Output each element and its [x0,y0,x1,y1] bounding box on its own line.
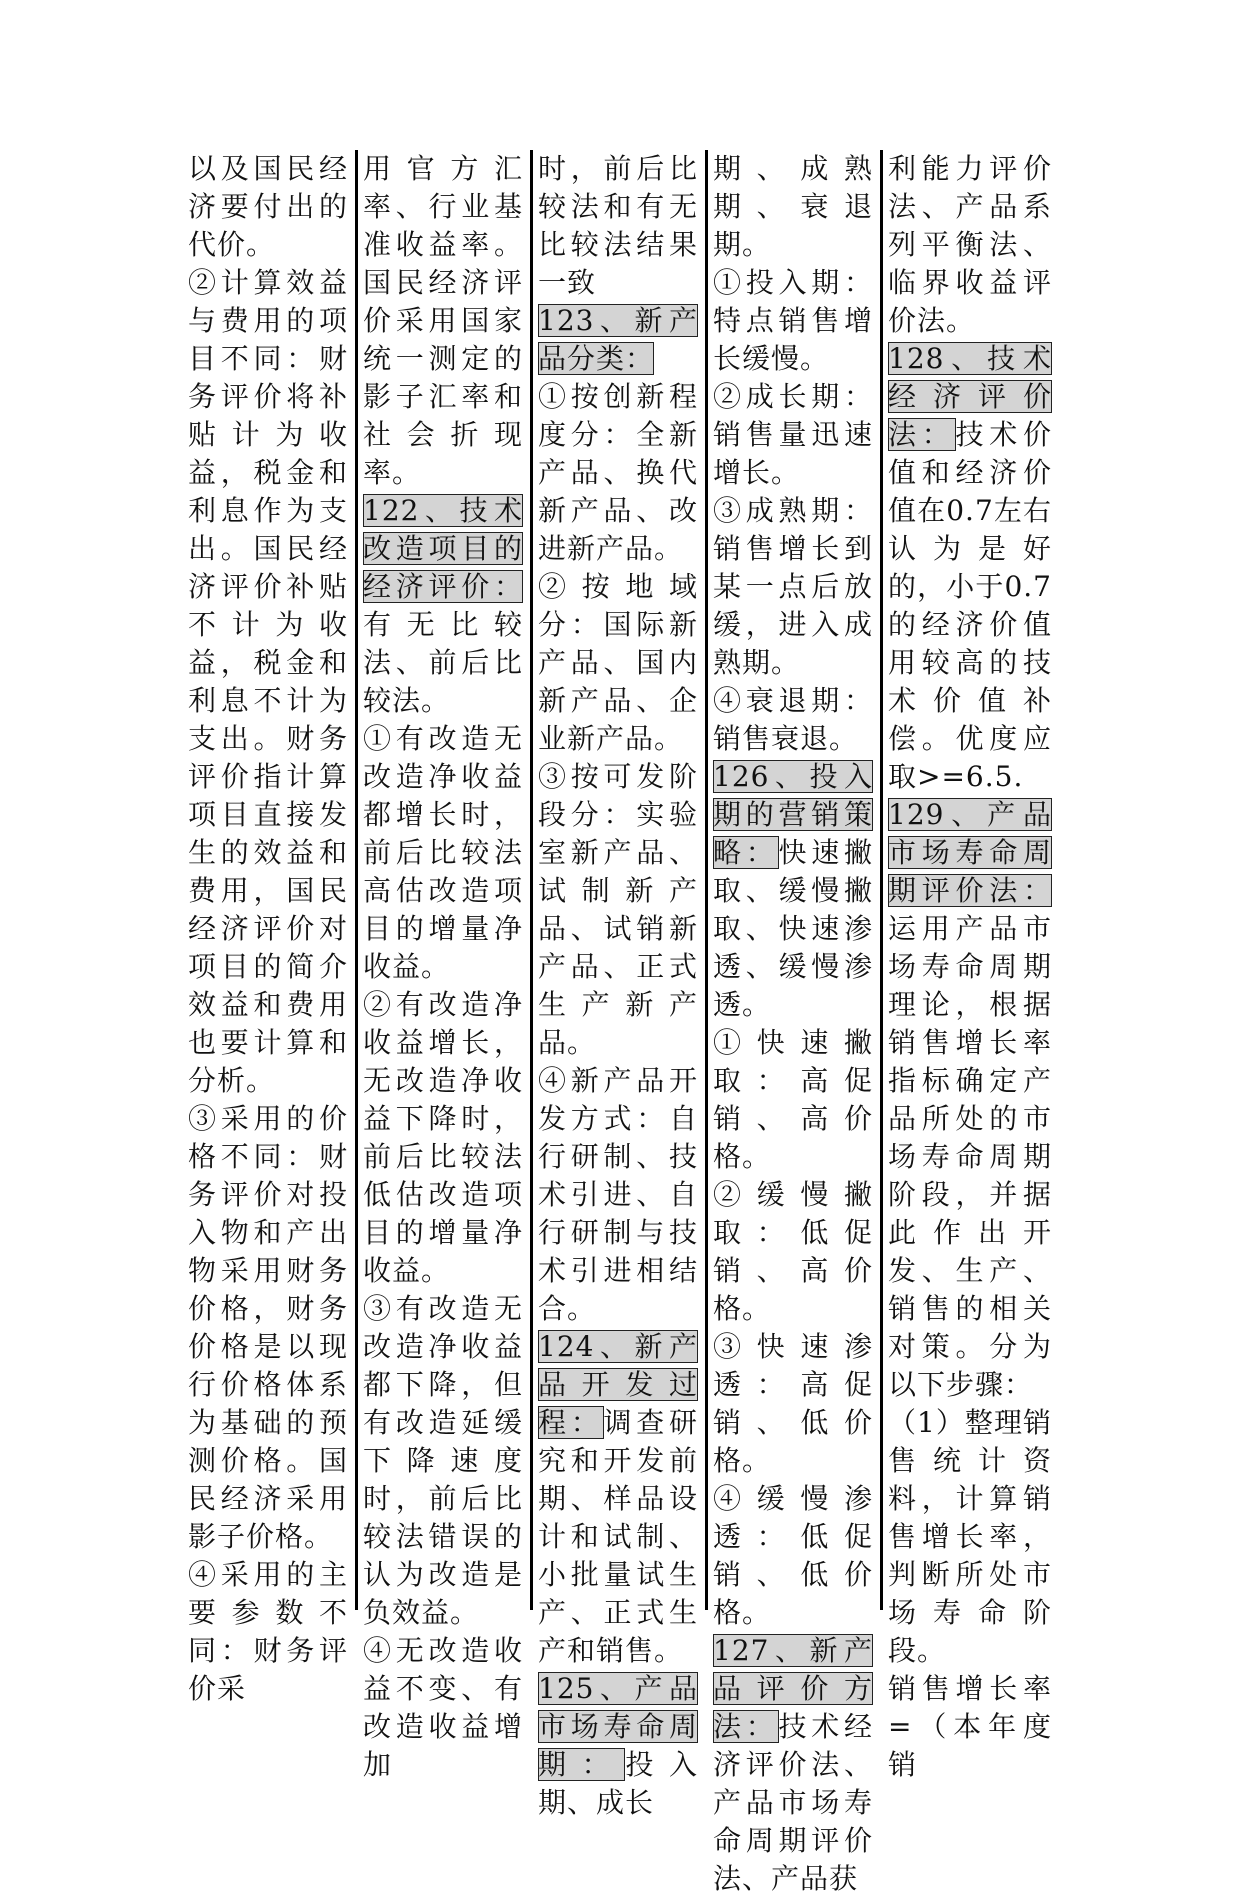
paragraph-text: 调查研究和开发前期、样品设计和试制、小批量试生产、正式生产和销售。 [538,1406,698,1667]
paragraph-text: ④新产品开发方式：自行研制、技术引进、自行研制与技术引进相结合。 [538,1064,698,1325]
paragraph [188,264,348,1100]
text-column-1 [188,150,348,1705]
paragraph [888,796,1052,1404]
paragraph-text: ③成熟期：销售增长到某一点后放缓，进入成熟期。 [713,494,873,679]
text-column-2 [363,150,523,1781]
paragraph-text: ①按创新程度分：全新产品、换代新产品、改进新产品。 [538,380,698,565]
paragraph-text: 期、成熟期、衰退期。 [713,152,873,261]
paragraph [713,492,873,682]
paragraph [538,1670,698,1822]
column-divider [530,150,533,1610]
paragraph-text: ③按可发阶段分：实验室新产品、试制新产品、试销新产品、正式生产新产品。 [538,760,698,1059]
paragraph-text: ①快速撇取：高促销、高价格。 [713,1026,873,1173]
paragraph-text: 利能力评价法、产品系列平衡法、临界收益评价法。 [888,152,1052,337]
paragraph-text: ②缓慢撇取：低促销、高价格。 [713,1178,873,1325]
paragraph-text: ③快速渗透：高促销、低价格。 [713,1330,873,1477]
paragraph-text: ④缓慢渗透：低促销、低价格。 [713,1482,873,1629]
paragraph [713,758,873,1024]
paragraph-text: ③有改造无改造净收益都下降，但有改造延缓下降速度时，前后比较法错误的认为改造是负效益。 [363,1292,523,1629]
section-heading: 124、新产品开发过程： [538,1330,698,1439]
paragraph [363,986,523,1290]
paragraph [363,720,523,986]
paragraph [713,1176,873,1328]
paragraph-text: 以及国民经济要付出的代价。 [188,152,348,261]
paragraph [363,492,523,720]
paragraph-text: ②有改造净收益增长，无改造净收益下降时，前后比较法低估改造项目的增量净收益。 [363,988,523,1287]
paragraph [888,1404,1052,1670]
paragraph-text: ④衰退期：销售衰退。 [713,684,873,755]
paragraph-text: ②计算效益与费用的项目不同：财务评价将补贴计为收益，税金和利息作为支出。国民经济评价补贴不计为收益，税金和利息不计为支出。财务评价指计算项目直接发生的效益和费用，国民经济评价对项目的简介效益和费用也要计算和分析。 [188,266,348,1097]
section-heading: 128、技术经济评价法： [888,342,1052,451]
paragraph-text: ③采用的价格不同：财务评价对投入物和产出物采用财务价格，财务价格是以现行价格体系为基础的预测价格。国民经济采用影子价格。 [188,1102,348,1553]
paragraph [713,378,873,492]
text-column-3 [538,150,698,1819]
section-heading: 122、技术改造项目的经济评价： [363,494,523,603]
column-divider [705,150,708,1610]
paragraph-text: 销售增长率=（本年度销 [888,1672,1052,1781]
paragraph-text: 运用产品市场寿命周期理论，根据销售增长率指标确定产品所处的市场寿命周期阶段，并据此作出开发、生产、销售的相关对策。分为以下步骤： [888,912,1052,1401]
section-heading: 129、产品市场寿命周期评价法： [888,798,1052,907]
paragraph-text: 技术经济评价法、产品市场寿命周期评价法、产品获 [713,1710,873,1895]
paragraph [538,758,698,1062]
paragraph [538,378,698,568]
paragraph [363,150,523,492]
paragraph-text: ④采用的主要参数不同：财务评价采 [188,1558,348,1705]
paragraph [713,1632,873,1898]
paragraph [538,568,698,758]
paragraph-text: 用官方汇率、行业基准收益率。国民经济评价采用国家统一测定的影子汇率和社会折现率。 [363,152,523,489]
text-column-4 [713,150,873,1895]
paragraph [888,150,1052,340]
column-divider [880,150,883,1610]
paragraph-text: 投入期、成长 [538,1748,698,1819]
paragraph [363,1632,523,1784]
paragraph [363,1290,523,1632]
section-heading: 126、投入期的营销策略： [713,760,873,869]
paragraph [713,1328,873,1480]
document-page [188,150,1056,1895]
paragraph-text: 技术价值和经济价值在0.7左右认为是好的，小于0.7的经济价值用较高的技术价值补偿。优度应取>=6.5. [888,418,1052,793]
paragraph-text: ①有改造无改造净收益都增长时，前后比较法高估改造项目的增量净收益。 [363,722,523,983]
paragraph-text: ②按地域分：国际新产品、国内新产品、企业新产品。 [538,570,698,755]
paragraph-text: ①投入期：特点销售增长缓慢。 [713,266,873,375]
paragraph-text: 有无比较法、前后比较法。 [363,608,523,717]
paragraph [538,1328,698,1670]
paragraph [713,1024,873,1176]
section-heading: 127、新产品评价方法： [713,1634,873,1743]
paragraph-text: 快速撇取、缓慢撇取、快速渗透、缓慢渗透。 [713,836,873,1021]
column-divider [355,150,358,1610]
section-heading: 123、新产品分类： [538,304,698,375]
paragraph [538,302,698,378]
section-heading: 125、产品市场寿命周期： [538,1672,698,1781]
paragraph [713,1480,873,1632]
paragraph [188,150,348,264]
paragraph-text: ②成长期：销售量迅速增长。 [713,380,873,489]
paragraph [538,1062,698,1328]
paragraph [713,264,873,378]
paragraph-text: 时，前后比较法和有无比较法结果一致 [538,152,698,299]
paragraph [188,1556,348,1708]
paragraph [888,1670,1052,1784]
paragraph [888,340,1052,796]
paragraph-text: ④无改造收益不变、有改造收益增加 [363,1634,523,1781]
paragraph-text: （1）整理销售统计资料，计算销售增长率，判断所处市场寿命阶段。 [888,1406,1052,1667]
text-column-5 [888,150,1052,1781]
paragraph [538,150,698,302]
paragraph [188,1100,348,1556]
paragraph [713,150,873,264]
paragraph [713,682,873,758]
